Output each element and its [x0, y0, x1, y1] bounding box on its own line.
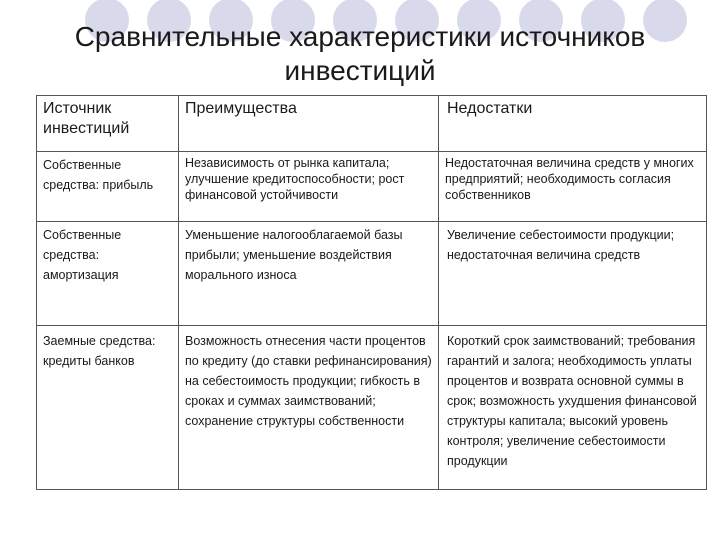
- cell-advantages: Независимость от рынка капитала; улучшение кредитоспособности; рост финансовой устойчивости: [179, 152, 439, 222]
- slide-title: [40, 20, 680, 88]
- cell-source: Собственные средства: амортизация: [37, 222, 179, 326]
- cell-disadvantages: Увеличение себестоимости продукции; недостаточная величина средств: [439, 222, 707, 326]
- slide-title-line-2: инвестиций: [284, 55, 436, 86]
- table-row: [37, 326, 707, 490]
- cell-advantages: Уменьшение налогооблагаемой базы прибыли; уменьшение воздействия морального износа: [179, 222, 439, 326]
- table-header-row: [37, 96, 707, 152]
- table-row: [37, 222, 707, 326]
- cell-advantages: Возможность отнесения части процентов по кредиту (до ставки рефинансирования) на себестоимость продукции; гибкость в сроках и суммах заимствований; сохранение структуры собственности: [179, 326, 439, 490]
- cell-source: Заемные средства: кредиты банков: [37, 326, 179, 490]
- slide-title-line-1: Сравнительные характеристики источников: [74, 21, 646, 52]
- comparison-table: [36, 95, 707, 490]
- cell-source: Собственные средства: прибыль: [37, 152, 179, 222]
- table-row: [37, 152, 707, 222]
- cell-disadvantages: Недостаточная величина средств у многих предприятий; необходимость согласия собственников: [439, 152, 707, 222]
- cell-disadvantages: Короткий срок заимствований; требования гарантий и залога; необходимость уплаты процентов и возврата основной суммы в срок; возможность ухудшения финансовой структуры капитала; высокий уровень контроля; увеличение себестоимости продукции: [439, 326, 707, 490]
- header-cell-source: Источник инвестиций: [37, 96, 179, 152]
- header-cell-disadvantages: Недостатки: [439, 96, 707, 152]
- header-cell-advantages: Преимущества: [179, 96, 439, 152]
